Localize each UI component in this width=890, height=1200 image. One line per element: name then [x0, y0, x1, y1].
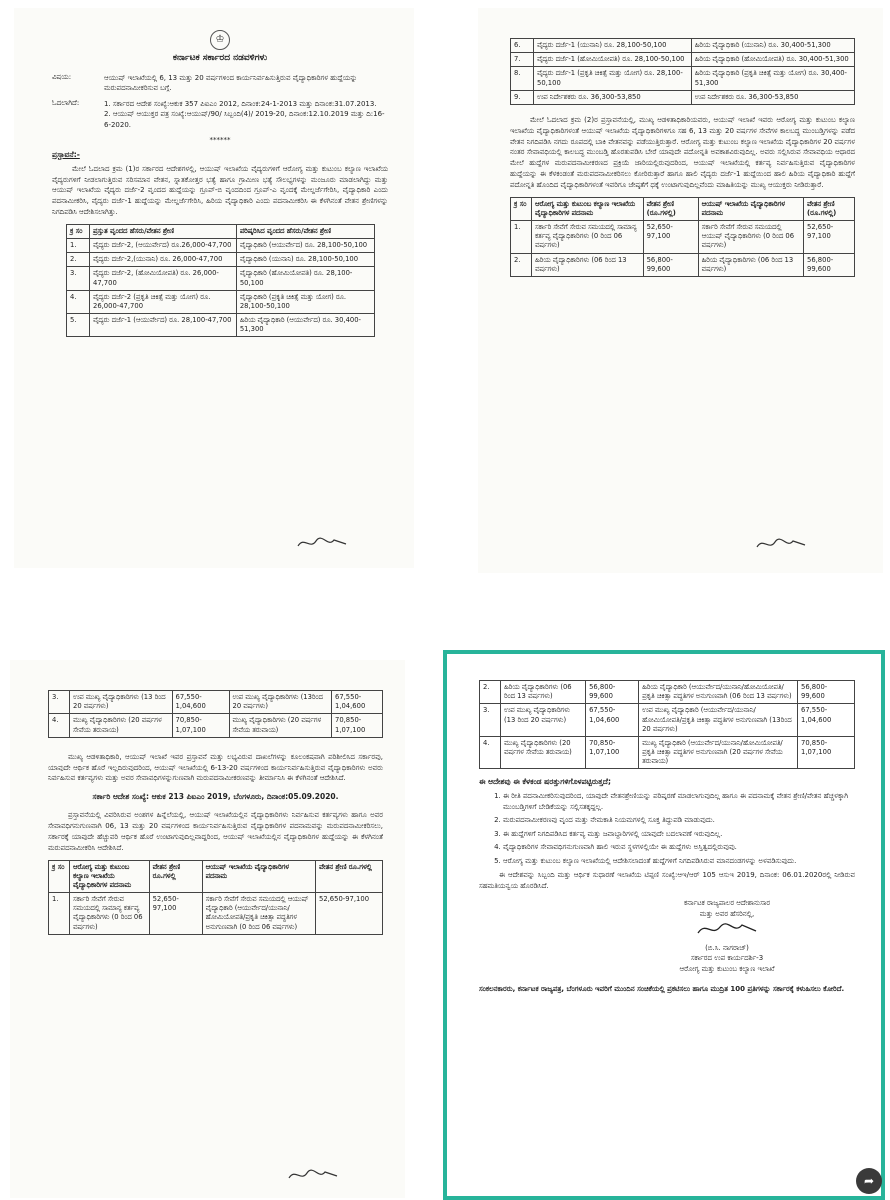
table-cell: 52,650-97,100 [316, 893, 383, 935]
table-row [67, 267, 375, 290]
table-cell: 5. [67, 314, 90, 337]
list-item: 4. ವೈದ್ಯಾಧಿಕಾರಿಗಳ ಸೇವಾವಧಿಗನುಗುಣವಾಗಿ ಹಾಲಿ ಇರುವ ಸ್ಥಳಗಳಲ್ಲಿಯೇ ಈ ಹುದ್ದೆಗಳು ಅಸ್ತಿತ್ವದಲ್ಲಿರುವುವು. [503, 842, 855, 853]
table-cell: 2. [67, 253, 90, 267]
redesignation-table-continued [48, 690, 383, 738]
page-header: ಕರ್ನಾಟಕ ಸರ್ಕಾರದ ನಡವಳಿಗಳು [172, 53, 268, 63]
table-cell: 56,800-99,600 [804, 253, 855, 276]
table-cell: ಹಿರಿಯ ವೈದ್ಯಾಧಿಕಾರಿ (ಹೋಮಿಯೋಪತಿ) ರೂ. 30,400-51,300 [691, 53, 854, 67]
table-header: ಕ್ರ ಸಂ [511, 197, 532, 220]
order-number: ಸರ್ಕಾರಿ ಆದೇಶ ಸಂಖ್ಯೆ: ಆಕುಕ 213 ಪಿಐಎಂ 2019, ಬೆಂಗಳೂರು, ದಿನಾಂಕ:05.09.2020. [92, 792, 339, 802]
signature-mark [753, 533, 813, 555]
table-cell: ಸರ್ಕಾರಿ ಸೇವೆಗೆ ಸೇರುವ ಸಮಯದಲ್ಲಿ ಆಯುಷ್ ವೈದ್ಯಾಧಿಕಾರಿಗಳು (0 ರಿಂದ 06 ವರ್ಷಗಳು) [698, 221, 803, 254]
table-cell: ಮುಖ್ಯ ವೈದ್ಯಾಧಿಕಾರಿ (ಆಯುರ್ವೇದ/ಯುನಾನಿ/ಹೋಮಿಯೋಪತಿ/ಪ್ರಕೃತಿ ಚಿಕಿತ್ಸಾ ಪದ್ಧತಿಗಳ ಅನುಗುಣವಾಗಿ (20 ವರ್ಷಗಳ ಸೇವೆಯ ತರುವಾಯ) [639, 736, 798, 769]
table-cell: ಹಿರಿಯ ವೈದ್ಯಾಧಿಕಾರಿ (ಆಯುರ್ವೇದ/ಯುನಾನಿ/ಹೋಮಿಯೋಪತಿ/ಪ್ರಕೃತಿ ಚಿಕಿತ್ಸಾ ಪದ್ಧತಿಗಳ ಅನುಗುಣವಾಗಿ (06 ರಿಂದ 13 ವರ್ಷಗಳು) [639, 681, 798, 704]
finance-note: ಈ ಆದೇಶವನ್ನು ಸಿಬ್ಬಂದಿ ಮತ್ತು ಆರ್ಥಿಕ ಸುಧಾರಣೆ ಇಲಾಖೆಯ ಟಿಪ್ಪಣಿ ಸಂಖ್ಯೆ:ಆಇ/ಆರ್ 105 ಆಸುಇ 2019, ದಿನಾಂಕ: 06.01.2020ರಲ್ಲಿ ನೀಡಿರುವ ಸಹಮತಿಯನ್ವಯ ಹೊರಡಿಸಿದೆ. [479, 871, 855, 891]
table-cell: 2. [480, 681, 501, 704]
signature-line: ಕರ್ನಾಟಕ ರಾಜ್ಯಪಾಲರ ಆದೇಶಾನುಸಾರ [683, 899, 771, 908]
table-cell: ವೈದ್ಯಾಧಿಕಾರಿ (ಯುನಾನಿ) ರೂ. 28,100-50,100 [236, 253, 374, 267]
table-cell: ಸರ್ಕಾರಿ ಸೇವೆಗೆ ಸೇರುವ ಸಮಯದಲ್ಲಿ ಆಯುಷ್ ವೈದ್ಯಾಧಿಕಾರಿ (ಆಯುರ್ವೇದ/ಯುನಾನಿ/ಹೋಮಿಯೋಪತಿ/ಪ್ರಕೃತಿ ಚಿಕಿತ್ಸಾ ಪದ್ಧತಿಗಳ ಅನುಗುಣವಾಗಿ (0 ರಿಂದ 06 ವರ್ಷಗಳು) [202, 893, 315, 935]
table-cell: 4. [67, 290, 90, 313]
table-cell: ಉಪ ಮುಖ್ಯ ವೈದ್ಯಾಧಿಕಾರಿ (ಆಯುರ್ವೇದ/ಯುನಾನಿ/ಹೋಮಿಯೋಪತಿ/ಪ್ರಕೃತಿ ಚಿಕಿತ್ಸಾ ಪದ್ಧತಿಗಳ ಅನುಗುಣವಾಗಿ (13ರಿಂದ 20 ವರ್ಷಗಳು) [639, 704, 798, 737]
table-cell: 3. [480, 704, 501, 737]
table-row [67, 314, 375, 337]
table-cell: 70,850-1,07,100 [798, 736, 855, 769]
table-row [67, 253, 375, 267]
pay-scale-table-continued [510, 38, 855, 105]
signature-block [599, 898, 855, 974]
table-cell: ವೈದ್ಯರು ದರ್ಜೆ-2, (ಆಯುರ್ವೇದ) ರೂ.26,000-47,700 [90, 239, 237, 253]
table-cell: ಉಪ ಮುಖ್ಯ ವೈದ್ಯಾಧಿಕಾರಿಗಳು (13 ರಿಂದ 20 ವರ್ಷಗಳು) [70, 691, 173, 714]
table-cell: ಹಿರಿಯ ವೈದ್ಯಾಧಿಕಾರಿ (ಆಯುರ್ವೇದ) ರೂ. 30,400-51,300 [236, 314, 374, 337]
table-cell: ವೈದ್ಯಾಧಿಕಾರಿ (ಪ್ರಕೃತಿ ಚಿಕಿತ್ಸೆ ಮತ್ತು ಯೋಗ) ರೂ. 28,100-50,100 [236, 290, 374, 313]
table-header: ಆರೋಗ್ಯ ಮತ್ತು ಕುಟುಂಬ ಕಲ್ಯಾಣ ಇಲಾಖೆಯ ವೈದ್ಯಾಧಿಕಾರಿಗಳ ಪದನಾಮ [532, 197, 644, 220]
table-cell: 1. [49, 893, 70, 935]
table-cell: 3. [49, 691, 70, 714]
table-header: ವೇತನ ಶ್ರೇಣಿ (ರೂ.ಗಳಲ್ಲಿ) [804, 197, 855, 220]
table-row [49, 691, 383, 714]
table-cell: 70,850-1,07,100 [332, 714, 383, 737]
separator: ****** [209, 135, 231, 144]
reference-item: 2. ಆಯುಷ್ ಆಯುಕ್ತರ ಪತ್ರ ಸಂಖ್ಯೆ:ಆಯುಷ್/90/ ಸಿಬ್ಬಂದಿ(4)/ 2019-20, ದಿನಾಂಕ:12.10.2019 ಮತ್ತು ದಿ:16-6-2020. [104, 110, 385, 129]
table-header: ಕ್ರ ಸಂ [67, 224, 90, 238]
final-redesignation-table-continued [479, 680, 855, 769]
share-icon[interactable]: ➦ [856, 1168, 882, 1194]
proposal-text: ಮೇಲೆ ಓದಲಾದ ಕ್ರಮ (2)ರ ಪ್ರಸ್ತಾವನೆಯಲ್ಲಿ, ಮುಖ್ಯ ಆಡಳಿತಾಧಿಕಾರಿಯವರು, ಆಯುಷ್ ಇಲಾಖೆ ಇವರು ಆರೋಗ್ಯ ಮತ್ತು ಕುಟುಂಬ ಕಲ್ಯಾಣ ಇಲಾಖೆಯ ವೈದ್ಯಾಧಿಕಾರಿಗಳಂತೆ ಆಯುಷ್ ಇಲಾಖೆಯ ವೈದ್ಯಾಧಿಕಾರಿಗಳಿಗೂ ಸಹ 6, 13 ಮತ್ತು 20 ವರ್ಷಗಳ ಸೇವೆಗಳ ಕಾಲಬದ್ಧ ಮುಂಬಡ್ತಿಗಳನ್ನು ಪಡೆದ ವೇತನ ನಿಗದಿಪಡಿಸಿ ನಗದು ರೂಪದಲ್ಲಿ ಬಾಕಿ ವೇತನವನ್ನು ಪಡೆಯುತ್ತಿರುತ್ತಾರೆ. ಆರೋಗ್ಯ ಮತ್ತು ಕುಟುಂಬ ಕಲ್ಯಾಣ ಇಲಾಖೆಯ ವೈದ್ಯಾಧಿಕಾರಿಗಳ 20 ವರ್ಷಗಳ ನಂತರ ಸೇವಾವಧಿಯಲ್ಲಿ ಕಾಲಬದ್ಧ ಮುಂಬಡ್ತಿ ಹೊರತುಪಡಿಸಿ ಬೇರೆ ಯಾವುದೇ ಪದೋನ್ನತಿ ಅವಕಾಶವಿರುವುದಿಲ್ಲ. ಅವರು ಸಲ್ಲಿಸಿರುವ ಸೇವಾವಧಿಯ ಆಧಾರದ ಮೇಲೆ ಹುದ್ದೆಗಳ ಮರುಪದನಾಮೀಕರಣದ ಪ್ರಕ್ರಿಯೆ ಜಾರಿಯಲ್ಲಿರುವುದರಿಂದ, ಆಯುಷ್ ಇಲಾಖೆಯಲ್ಲಿ ಕರ್ತವ್ಯ ನಿರ್ವಹಿಸುತ್ತಿರುವ ವೈದ್ಯಾಧಿಕಾರಿಗಳ ಹುದ್ದೆಯನ್ನು ಈ ಕೆಳಕಂಡಂತೆ ಮರುಪದನಾಮೀಕರಿಸಲು ಕೋರಿರುತ್ತಾರೆ ಹಾಗೂ ಹಾಲಿ ವೈದ್ಯರು ದರ್ಜೆ-1 ಹುದ್ದೆಯಿಂದ ಹಾಲಿ ಹಿರಿಯ ವೈದ್ಯಾಧಿಕಾರಿ ಹುದ್ದೆಗೆ ಪದೋನ್ನತಿ ಹೊಂದಿದ ವೈದ್ಯಾಧಿಕಾರಿಗಳಂತೆ ಇವರಿಗೂ ಜೇಷ್ಠತೆಗೆ ಧಕ್ಕೆ ಉಂಟಾಗುವುದಿಲ್ಲವೆಂದು ಮಾಹಿತಿಯನ್ನು ಮುಖ್ಯ ಆಯುಕ್ತರು ನೀಡಿರುತ್ತಾರೆ. [510, 115, 855, 189]
table-header: ಪರಿಷ್ಕರಿಸಿದ ವೃಂದದ ಹೆಸರು/ವೇತನ ಶ್ರೇಣಿ [236, 224, 374, 238]
table-header: ಆಯುಷ್ ಇಲಾಖೆಯ ವೈದ್ಯಾಧಿಕಾರಿಗಳ ಪದನಾಮ [202, 860, 315, 893]
table-cell: ವೈದ್ಯಾಧಿಕಾರಿ (ಹೋಮಿಯೋಪತಿ) ರೂ. 28,100-50,100 [236, 267, 374, 290]
preamble-label: ಪ್ರಸ್ತಾವನೆ:- [52, 149, 80, 159]
list-item: 3. ಈ ಹುದ್ದೆಗಳಿಗೆ ನಿಗದಿಪಡಿಸಿದ ಕರ್ತವ್ಯ ಮತ್ತು ಜವಾಬ್ದಾರಿಗಳಲ್ಲಿ ಯಾವುದೇ ಬದಲಾವಣೆ ಇರುವುದಿಲ್ಲ. [503, 829, 855, 840]
table-cell: 7. [511, 53, 534, 67]
table-header: ವೇತನ ಶ್ರೇಣಿ ರೂ.ಗಳಲ್ಲಿ [316, 860, 383, 893]
table-cell: ಹಿರಿಯ ವೈದ್ಯಾಧಿಕಾರಿ (ಯುನಾನಿ) ರೂ. 30,400-51,300 [691, 39, 854, 53]
table-cell: 70,850-1,07,100 [172, 714, 229, 737]
table-cell: ಉಪ ನಿರ್ದೇಶಕರು ರೂ. 36,300-53,850 [534, 90, 692, 104]
table-cell: 67,550-1,04,600 [332, 691, 383, 714]
table-cell: 2. [511, 253, 532, 276]
table-cell: 56,800-99,600 [643, 253, 698, 276]
table-row [511, 90, 855, 104]
table-row [480, 681, 855, 704]
table-cell: ಮುಖ್ಯ ವೈದ್ಯಾಧಿಕಾರಿಗಳು (20 ವರ್ಷಗಳ ಸೇವೆಯ ತರುವಾಯ) [70, 714, 173, 737]
table-cell: 4. [49, 714, 70, 737]
list-item: 2. ಮರುಪದನಾಮೀಕರಣವು ವೃಂದ ಮತ್ತು ನೇಮಕಾತಿ ನಿಯಮಗಳಲ್ಲಿ ಸೂಕ್ತ ತಿದ್ದುಪಡಿ ಮಾಡುವುದು. [503, 815, 855, 826]
table-cell: ವೈದ್ಯರು ದರ್ಜೆ-2 (ಪ್ರಕೃತಿ ಚಿಕಿತ್ಸೆ ಮತ್ತು ಯೋಗ) ರೂ. 26,000-47,700 [90, 290, 237, 313]
table-row [480, 704, 855, 737]
preamble-text: ಮೇಲೆ ಓದಲಾದ ಕ್ರಮ (1)ರ ಸರ್ಕಾರದ ಆದೇಶಗಳಲ್ಲಿ, ಆಯುಷ್ ಇಲಾಖೆಯ ವೈದ್ಯರುಗಳಿಗೆ ಆರೋಗ್ಯ ಮತ್ತು ಕುಟುಂಬ ಕಲ್ಯಾಣ ಇಲಾಖೆಯ ವೈದ್ಯರುಗಳಿಗೆ ನೀಡಲಾಗುತ್ತಿರುವ ಸರಿಸಮಾನ ವೇತನ, ಸ್ನಾತಕೋತ್ತರ ಭತ್ಯೆ ಹಾಗೂ ಗ್ರಾಮೀಣ ಭತ್ಯೆ ಸೌಲಭ್ಯಗಳನ್ನು ಮಂಜೂರು ಮಾಡಲಾಗಿದ್ದು ಮತ್ತು ಆಯುಷ್ ಇಲಾಖೆಯ ವೈದ್ಯರು ದರ್ಜೆ-2 ವೃಂದದ ಹುದ್ದೆಯನ್ನು ಗ್ರೂಪ್-ಬಿ ವೃಂದದಿಂದ ಗ್ರೂಪ್-ಎ ವೃಂದಕ್ಕೆ ಮೇಲ್ದರ್ಜೆಗೇರಿಸಿ, ವೈದ್ಯಾಧಿಕಾರಿ ಎಂದು ಪದನಾಮೀಕರಿಸಿ, ವೈದ್ಯರು ದರ್ಜೆ-1 ಹುದ್ದೆಯನ್ನು ಮೇಲ್ದರ್ಜೆಗೇರಿಸಿ, ಹಿರಿಯ ವೈದ್ಯಾಧಿಕಾರಿ ಎಂದು ಪದನಾಮೀಕರಿಸಿ ಈ ಕೆಳಗಿನಂತೆ ವೇತನ ಶ್ರೇಣಿಗಳನ್ನು ನಿಗದಿಪಡಿಸಿ ಆದೇಶಿಸಲಾಗಿತ್ತು. [52, 164, 388, 217]
table-header: ಆರೋಗ್ಯ ಮತ್ತು ಕುಟುಂಬ ಕಲ್ಯಾಣ ಇಲಾಖೆಯ ವೈದ್ಯಾಧಿಕಾರಿಗಳ ಪದನಾಮ [70, 860, 150, 893]
signature-mark [692, 919, 762, 939]
table-row [511, 221, 855, 254]
document-page-4 [443, 650, 885, 1200]
table-cell: 1. [67, 239, 90, 253]
document-page-1 [14, 8, 414, 568]
table-cell: 6. [511, 39, 534, 53]
final-redesignation-table [48, 860, 383, 935]
list-item: 5. ಆರೋಗ್ಯ ಮತ್ತು ಕುಟುಂಬ ಕಲ್ಯಾಣ ಇಲಾಖೆಯಲ್ಲಿ ಆದೇಶಿಸಲಾದಂತೆ ಹುದ್ದೆಗಳಿಗೆ ನಿಗದಿಪಡಿಸಿರುವ ಮಾನದಂಡಗಳನ್ನು ಅಳವಡಿಸುವುದು. [503, 856, 855, 867]
signature-line: ಮತ್ತು ಅವರ ಹೆಸರಿನಲ್ಲಿ, [699, 909, 755, 918]
table-cell: ವೈದ್ಯರು ದರ್ಜೆ-1 (ಆಯುರ್ವೇದ) ರೂ. 28,100-47,700 [90, 314, 237, 337]
order-text: ಪ್ರಸ್ತಾವನೆಯಲ್ಲಿ ವಿವರಿಸಿರುವ ಅಂಶಗಳ ಹಿನ್ನೆಲೆಯಲ್ಲಿ, ಆಯುಷ್ ಇಲಾಖೆಯಲ್ಲಿನ ವೈದ್ಯಾಧಿಕಾರಿಗಳು ನಿರ್ವಹಿಸುವ ಕರ್ತವ್ಯಗಳು ಹಾಗೂ ಅವರ ಸೇವಾವಧಿಗನುಗುಣವಾಗಿ 06, 13 ಮತ್ತು 20 ವರ್ಷಗಳಿಂದ ಕಾರ್ಯನಿರ್ವಹಿಸುತ್ತಿರುವ ವೈದ್ಯಾಧಿಕಾರಿಗಳ ಪದನಾಮವನ್ನು ಮರುಪದನಾಮೀಕರಿಸಲು, ಸರ್ಕಾರಕ್ಕೆ ಯಾವುದೇ ಹೆಚ್ಚುವರಿ ಆರ್ಥಿಕ ಹೊರೆ ಉಂಟಾಗುವುದಿಲ್ಲವಾದ್ದರಿಂದ, ಆಯುಷ್ ಇಲಾಖೆಯಲ್ಲಿನ ವೈದ್ಯಾಧಿಕಾರಿಗಳ ಹುದ್ದೆಯನ್ನು ಈ ಕೆಳಗಿನಂತೆ ಮರುಪದನಾಮೀಕರಿಸಿ ಆದೇಶಿಸಿದೆ. [48, 811, 383, 852]
table-row [480, 736, 855, 769]
table-cell: 1. [511, 221, 532, 254]
table-cell: ಮುಖ್ಯ ವೈದ್ಯಾಧಿಕಾರಿಗಳು (20 ವರ್ಷಗಳ ಸೇವೆಯ ತರುವಾಯ) [229, 714, 332, 737]
table-cell: 56,800-99,600 [586, 681, 639, 704]
conditions-list [493, 791, 855, 866]
table-row [49, 893, 383, 935]
state-emblem-icon: ♔ [210, 30, 230, 50]
table-cell: ವೈದ್ಯರು ದರ್ಜೆ-2,(ಯುನಾನಿ) ರೂ. 26,000-47,700 [90, 253, 237, 267]
table-row [511, 67, 855, 90]
table-header: ಕ್ರ ಸಂ [49, 860, 70, 893]
table-cell: 67,550-1,04,600 [586, 704, 639, 737]
table-cell: ವೈದ್ಯರು ದರ್ಜೆ-1 (ಪ್ರಕೃತಿ ಚಿಕಿತ್ಸೆ ಮತ್ತು ಯೋಗ) ರೂ. 28,100-50,100 [534, 67, 692, 90]
table-cell: 4. [480, 736, 501, 769]
table-header: ವೇತನ ಶ್ರೇಣಿ (ರೂ.ಗಳಲ್ಲಿ) [643, 197, 698, 220]
table-cell: ಸರ್ಕಾರಿ ಸೇವೆಗೆ ಸೇರುವ ಸಮಯದಲ್ಲಿ ಸಾಮಾನ್ಯ ಕರ್ತವ್ಯ ವೈದ್ಯಾಧಿಕಾರಿಗಳು (0 ರಿಂದ 06 ವರ್ಷಗಳು) [532, 221, 644, 254]
table-cell: 8. [511, 67, 534, 90]
signatory-designation: ಸರ್ಕಾರದ ಉಪ ಕಾರ್ಯದರ್ಶಿ-3 [690, 954, 764, 963]
table-cell: ಹಿರಿಯ ವೈದ್ಯಾಧಿಕಾರಿಗಳು (06 ರಿಂದ 13 ವರ್ಷಗಳು) [501, 681, 586, 704]
subject-label: ವಿಷಯ: [52, 73, 72, 81]
table-cell: ವೈದ್ಯರು ದರ್ಜೆ-1 (ಯುನಾನಿ) ರೂ. 28,100-50,100 [534, 39, 692, 53]
table-header: ಆಯುಷ್ ಇಲಾಖೆಯ ವೈದ್ಯಾಧಿಕಾರಿಗಳ ಪದನಾಮ [698, 197, 803, 220]
table-cell: 9. [511, 90, 534, 104]
table-row [511, 39, 855, 53]
table-header: ವೇತನ ಶ್ರೇಣಿ ರೂ.ಗಳಲ್ಲಿ [149, 860, 202, 893]
table-cell: ಉಪ ಮುಖ್ಯ ವೈದ್ಯಾಧಿಕಾರಿಗಳು (13 ರಿಂದ 20 ವರ್ಷಗಳು) [501, 704, 586, 737]
reference-item: 1. ಸರ್ಕಾರದ ಆದೇಶ ಸಂಖ್ಯೆ:ಆಕುಕ 357 ಪಿಐಎಂ 2012, ದಿನಾಂಕ:24-1-2013 ಮತ್ತು ದಿನಾಂಕ:31.07.2013. [104, 100, 377, 109]
list-item: 1. ಈ ರೀತಿ ಪದನಾಮೀಕರಿಸುವುದರಿಂದ, ಯಾವುದೇ ವೇತನಶ್ರೇಣಿಯನ್ನು ಪರಿಷ್ಕರಣೆ ಮಾಡಲಾಗುವುದಿಲ್ಲ ಹಾಗೂ ಈ ಪದನಾಮಕ್ಕೆ ವೇತನ ಶ್ರೇಣಿ/ವೇತನ ಹೆಚ್ಚಳಕ್ಕಾಗಿ ಮುಂಬಡ್ತಿಗಳಿಗೆ ಬೇಡಿಕೆಯನ್ನು ಸಲ್ಲಿಸತಕ್ಕದ್ದಲ್ಲ. [503, 791, 855, 812]
table-cell: ಉಪ ನಿರ್ದೇಶಕರು ರೂ. 36,300-53,850 [691, 90, 854, 104]
table-cell: ಹಿರಿಯ ವೈದ್ಯಾಧಿಕಾರಿ (ಪ್ರಕೃತಿ ಚಿಕಿತ್ಸೆ ಮತ್ತು ಯೋಗ) ರೂ. 30,400-51,300 [691, 67, 854, 90]
table-header: ಪ್ರಸ್ತುತ ವೃಂದದ ಹೆಸರು/ವೇತನ ಶ್ರೇಣಿ [90, 224, 237, 238]
reference-label: ಓದಲಾಗಿದೆ: [52, 99, 80, 108]
table-cell: ವೈದ್ಯರು ದರ್ಜೆ-1 (ಹೋಮಿಯೋಪತಿ) ರೂ. 28,100-50,100 [534, 53, 692, 67]
table-cell: ಸರ್ಕಾರಿ ಸೇವೆಗೆ ಸೇರುವ ಸಮಯದಲ್ಲಿ ಸಾಮಾನ್ಯ ಕರ್ತವ್ಯ ವೈದ್ಯಾಧಿಕಾರಿಗಳು (0 ರಿಂದ 06 ವರ್ಷಗಳು) [70, 893, 150, 935]
table-row [511, 253, 855, 276]
signature-mark [294, 532, 354, 554]
table-cell: ಮುಖ್ಯ ವೈದ್ಯಾಧಿಕಾರಿಗಳು (20 ವರ್ಷಗಳ ಸೇವೆಯ ತರುವಾಯ) [501, 736, 586, 769]
reference-row [52, 99, 388, 129]
table-cell: 56,800-99,600 [798, 681, 855, 704]
table-cell: ಹಿರಿಯ ವೈದ್ಯಾಧಿಕಾರಿಗಳು (06 ರಿಂದ 13 ವರ್ಷಗಳು) [698, 253, 803, 276]
document-page-3 [10, 660, 405, 1198]
subject-row [52, 73, 388, 93]
table-row [67, 239, 375, 253]
signatory-department: ಆರೋಗ್ಯ ಮತ್ತು ಕುಟುಂಬ ಕಲ್ಯಾಣ ಇಲಾಖೆ [679, 964, 775, 973]
table-cell: 3. [67, 267, 90, 290]
table-cell: 52,650-97,100 [643, 221, 698, 254]
pay-scale-table [66, 224, 375, 338]
redesignation-table [510, 197, 855, 277]
decision-text: ಮುಖ್ಯ ಆಡಳಿತಾಧಿಕಾರಿ, ಆಯುಷ್ ಇಲಾಖೆ ಇವರ ಪ್ರಸ್ತಾವನೆ ಮತ್ತು ಲಭ್ಯವಿರುವ ದಾಖಲೆಗಳನ್ನು ಕೂಲಂಕಷವಾಗಿ ಪರಿಶೀಲಿಸಿದ ಸರ್ಕಾರವು, ಯಾವುದೇ ಆರ್ಥಿಕ ಹೊರೆ ಇಲ್ಲದಿರುವುದರಿಂದ, ಆಯುಷ್ ಇಲಾಖೆಯಲ್ಲಿ 6-13-20 ವರ್ಷಗಳಿಂದ ಕಾರ್ಯನಿರ್ವಹಿಸುತ್ತಿರುವ ವೈದ್ಯಾಧಿಕಾರಿಗಳು ಅವರು ನಿರ್ವಹಿಸುವ ಕರ್ತವ್ಯಗಳು ಮತ್ತು ಅವರ ಸೇವಾವಧಿಗಳನ್ನುಗುಣವಾಗಿ ಮರುಪದನಾಮೀಕರಣವನ್ನು ತೀರ್ಮಾನಿಸಿ ಈ ಕೆಳಗಿನಂತೆ ಆದೇಶಿಸಿದೆ. [48, 752, 383, 783]
signatory-name: (ಬಿ.ಸಿ. ನಾಗರಾಜ್) [705, 943, 749, 952]
document-page-2 [478, 8, 883, 573]
table-cell: ಉಪ ಮುಖ್ಯ ವೈದ್ಯಾಧಿಕಾರಿಗಳು (13ರಿಂದ 20 ವರ್ಷಗಳು) [229, 691, 332, 714]
table-cell: 70,850-1,07,100 [586, 736, 639, 769]
subject-text: ಆಯುಷ್ ಇಲಾಖೆಯಲ್ಲಿ 6, 13 ಮತ್ತು 20 ವರ್ಷಗಳಿಂದ ಕಾರ್ಯನಿರ್ವಹಿಸುತ್ತಿರುವ ವೈದ್ಯಾಧಿಕಾರಿಗಳ ಹುದ್ದೆಯನ್ನು ಮರುಪದನಾಮೀಕರಿಸುವ ಬಗ್ಗೆ. [104, 74, 358, 93]
table-cell: 67,550-1,04,600 [172, 691, 229, 714]
table-cell: 67,550-1,04,600 [798, 704, 855, 737]
copy-note: ಸಂಕಲನಕಾರರು, ಕರ್ನಾಟಕ ರಾಜ್ಯಪತ್ರ, ಬೆಂಗಳೂರು ಇವರಿಗೆ ಮುಂದಿನ ಸಂಚಿಕೆಯಲ್ಲಿ ಪ್ರಕಟಿಸಲು ಹಾಗೂ ಮುದ್ರಿತ 100 ಪ್ರತಿಗಳನ್ನು ಸರ್ಕಾರಕ್ಕೆ ಕಳುಹಿಸಲು ಕೋರಿದೆ. [479, 985, 845, 994]
table-cell: 52,650-97,100 [804, 221, 855, 254]
signature-mark [285, 1164, 345, 1186]
conditions-title: ಈ ಆದೇಶವು ಈ ಕೆಳಕಂಡ ಷರತ್ತುಗಳಿಗೊಳಪಟ್ಟಿರುತ್ತದೆ; [479, 777, 611, 787]
table-row [511, 53, 855, 67]
reference-list [104, 99, 388, 129]
table-cell: ವೈದ್ಯಾಧಿಕಾರಿ (ಆಯುರ್ವೇದ) ರೂ. 28,100-50,100 [236, 239, 374, 253]
table-row [67, 290, 375, 313]
table-row [49, 714, 383, 737]
table-cell: 52,650-97,100 [149, 893, 202, 935]
table-cell: ವೈದ್ಯರು ದರ್ಜೆ-2, (ಹೋಮಿಯೋಪತಿ) ರೂ. 26,000-47,700 [90, 267, 237, 290]
table-cell: ಹಿರಿಯ ವೈದ್ಯಾಧಿಕಾರಿಗಳು (06 ರಿಂದ 13 ವರ್ಷಗಳು) [532, 253, 644, 276]
